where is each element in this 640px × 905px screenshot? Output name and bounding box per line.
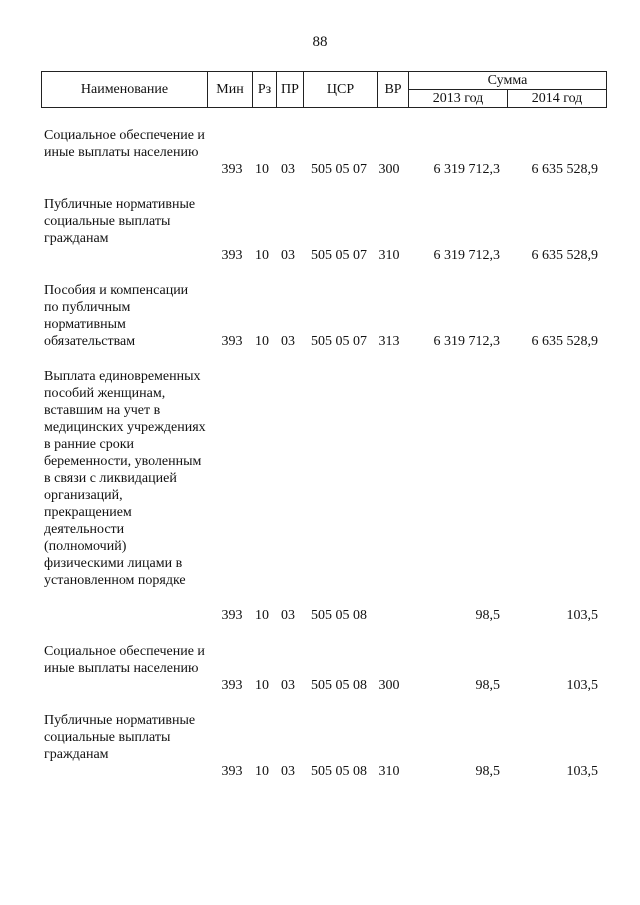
row-csr: 505 05 07 xyxy=(311,162,367,177)
header-pr: ПР xyxy=(277,72,304,108)
row-csr: 505 05 08 xyxy=(311,608,367,623)
row-2014: 6 635 528,9 xyxy=(531,162,598,177)
row-rz: 10 xyxy=(255,608,269,623)
table-row xyxy=(0,368,640,624)
row-2013: 98,5 xyxy=(475,678,500,693)
header-vr: ВР xyxy=(378,72,409,108)
header-name: Наименование xyxy=(42,72,208,108)
header-csr: ЦСР xyxy=(304,72,378,108)
row-min: 393 xyxy=(221,678,243,693)
row-2014: 6 635 528,9 xyxy=(531,248,598,263)
row-name: Социальное обеспечение и иные выплаты населению xyxy=(44,128,205,160)
row-name: Социальное обеспечение и иные выплаты населению xyxy=(44,644,205,676)
row-min: 393 xyxy=(221,162,243,177)
row-csr: 505 05 08 xyxy=(311,678,367,693)
row-vr: 300 xyxy=(378,162,400,177)
row-2013: 6 319 712,3 xyxy=(433,162,500,177)
row-pr: 03 xyxy=(281,334,295,349)
row-rz: 10 xyxy=(255,678,269,693)
row-csr: 505 05 07 xyxy=(311,334,367,349)
table-row xyxy=(0,643,640,694)
header-year-2013: 2013 год xyxy=(409,90,508,108)
row-pr: 03 xyxy=(281,764,295,779)
table-row xyxy=(0,712,640,780)
row-2013: 98,5 xyxy=(475,764,500,779)
row-name: Публичные нормативные социальные выплаты гражданам xyxy=(44,197,196,246)
row-min: 393 xyxy=(221,764,243,779)
row-min: 393 xyxy=(221,248,243,263)
row-csr: 505 05 07 xyxy=(311,248,367,263)
row-pr: 03 xyxy=(281,608,295,623)
row-vr: 313 xyxy=(378,334,400,349)
row-rz: 10 xyxy=(255,162,269,177)
row-rz: 10 xyxy=(255,764,269,779)
row-name: Публичные нормативные социальные выплаты гражданам xyxy=(44,713,196,762)
header-sum: Сумма xyxy=(409,72,607,90)
row-name: Выплата единовременных пособий женщинам, вставшим на учет в медицинских учреждениях в ранние сроки беременности, уволенным в связи с ликвидацией организаций, прекращением деятельности (полномочий) физическими лицами в установленном порядке xyxy=(44,369,206,588)
row-pr: 03 xyxy=(281,162,295,177)
row-2013: 6 319 712,3 xyxy=(433,248,500,263)
row-vr: 310 xyxy=(378,248,400,263)
row-min: 393 xyxy=(221,334,243,349)
row-2013: 6 319 712,3 xyxy=(433,334,500,349)
row-2014: 103,5 xyxy=(566,678,598,693)
row-2013: 98,5 xyxy=(475,608,500,623)
table-row xyxy=(0,127,640,178)
row-2014: 103,5 xyxy=(566,608,598,623)
row-name: Пособия и компенсации по публичным нормативным обязательствам xyxy=(44,283,189,349)
header-rz: Рз xyxy=(253,72,277,108)
row-min: 393 xyxy=(221,608,243,623)
row-vr: 310 xyxy=(378,764,400,779)
row-vr: 300 xyxy=(378,678,400,693)
page-number: 88 xyxy=(312,34,328,50)
row-pr: 03 xyxy=(281,678,295,693)
row-csr: 505 05 08 xyxy=(311,764,367,779)
row-rz: 10 xyxy=(255,248,269,263)
row-2014: 6 635 528,9 xyxy=(531,334,598,349)
header-year-2014: 2014 год xyxy=(508,90,607,108)
table-header xyxy=(41,71,607,108)
row-pr: 03 xyxy=(281,248,295,263)
row-2014: 103,5 xyxy=(566,764,598,779)
table-row xyxy=(0,282,640,350)
table-row xyxy=(0,196,640,264)
row-rz: 10 xyxy=(255,334,269,349)
header-min: Мин xyxy=(208,72,253,108)
